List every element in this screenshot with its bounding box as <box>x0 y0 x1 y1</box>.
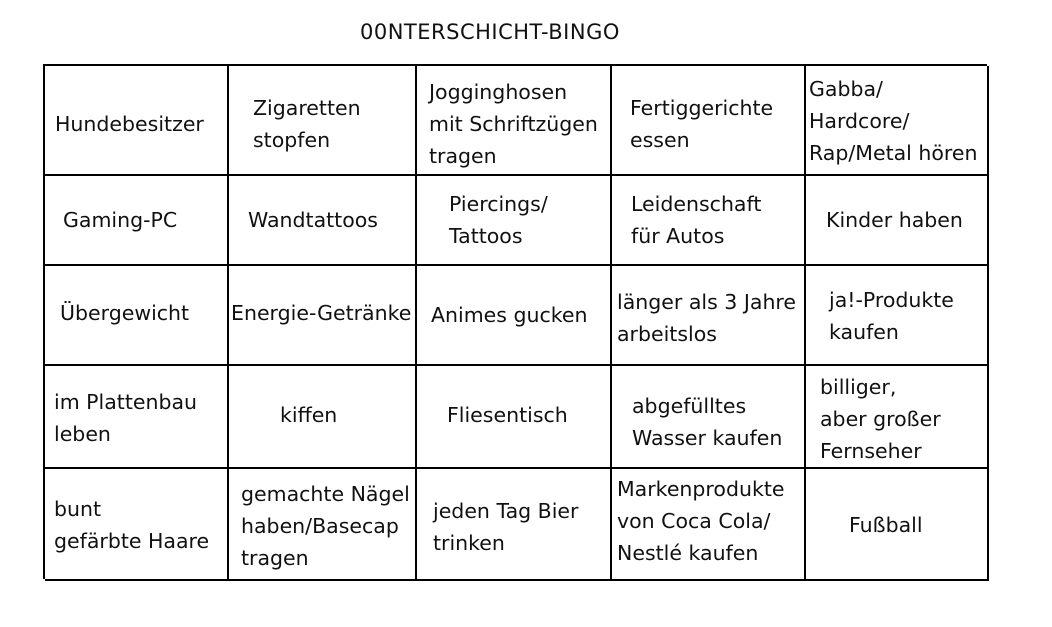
bingo-cell <box>229 66 417 176</box>
bingo-cell-text: ja!-Produkte kaufen <box>829 288 954 344</box>
bingo-cell <box>45 176 229 266</box>
bingo-cell-text: bunt gefärbte Haare <box>54 497 210 553</box>
bingo-cell-text: Leidenschaft für Autos <box>631 192 762 248</box>
bingo-cell-text: Animes gucken <box>431 303 588 327</box>
bingo-cell <box>612 469 806 581</box>
bingo-cell-text: abgefülltes Wasser kaufen <box>632 394 783 450</box>
bingo-cell-text: gemachte Nägel haben/Basecap tragen <box>241 482 410 570</box>
bingo-cell <box>612 266 806 366</box>
bingo-cell <box>229 176 417 266</box>
bingo-cell-text: Wandtattoos <box>248 208 378 232</box>
bingo-cell <box>45 366 229 469</box>
bingo-cell-text: Fußball <box>849 513 923 537</box>
bingo-cell-text: Piercings/ Tattoos <box>449 192 548 248</box>
bingo-cell-text: Fertiggerichte essen <box>630 96 774 152</box>
bingo-cell-text: Jogginghosen mit Schriftzügen tragen <box>429 80 598 168</box>
bingo-cell <box>417 176 612 266</box>
bingo-cell <box>229 266 417 366</box>
bingo-cell-text: im Plattenbau leben <box>54 390 198 446</box>
bingo-cell <box>417 366 612 469</box>
page-title: 00NTERSCHICHT-BINGO <box>360 20 620 44</box>
bingo-cell <box>806 176 989 266</box>
bingo-cell <box>612 366 806 469</box>
bingo-cell-text: billiger, aber großer Fernseher <box>820 375 941 463</box>
bingo-cell-text: Energie-Getränke <box>231 301 412 325</box>
bingo-cell <box>806 66 989 176</box>
bingo-cell <box>417 66 612 176</box>
bingo-cell-text: länger als 3 Jahre arbeitslos <box>617 290 797 346</box>
bingo-cell <box>417 469 612 581</box>
bingo-cell <box>45 266 229 366</box>
bingo-cell <box>806 469 989 581</box>
bingo-cell-text: Gaming-PC <box>63 208 178 232</box>
bingo-cell <box>45 66 229 176</box>
bingo-cell <box>45 469 229 581</box>
bingo-cell-text: Hundebesitzer <box>55 112 204 136</box>
bingo-cell <box>612 176 806 266</box>
bingo-cell <box>806 366 989 469</box>
bingo-cell-text: kiffen <box>280 403 338 427</box>
bingo-cell-text: Fliesentisch <box>447 403 568 427</box>
bingo-cell <box>806 266 989 366</box>
bingo-cell-text: Markenprodukte von Coca Cola/ Nestlé kaufen <box>617 477 785 565</box>
bingo-cell-text: Kinder haben <box>826 208 963 232</box>
bingo-cell <box>612 66 806 176</box>
bingo-cell <box>229 469 417 581</box>
bingo-cell <box>229 366 417 469</box>
bingo-cell-text: jeden Tag Bier trinken <box>433 499 579 555</box>
bingo-cell-text: Gabba/ Hardcore/ Rap/Metal hören <box>809 77 978 165</box>
bingo-grid <box>43 64 987 579</box>
bingo-cell-text: Zigaretten stopfen <box>253 96 361 152</box>
bingo-cell-text: Übergewicht <box>60 301 190 325</box>
bingo-cell <box>417 266 612 366</box>
